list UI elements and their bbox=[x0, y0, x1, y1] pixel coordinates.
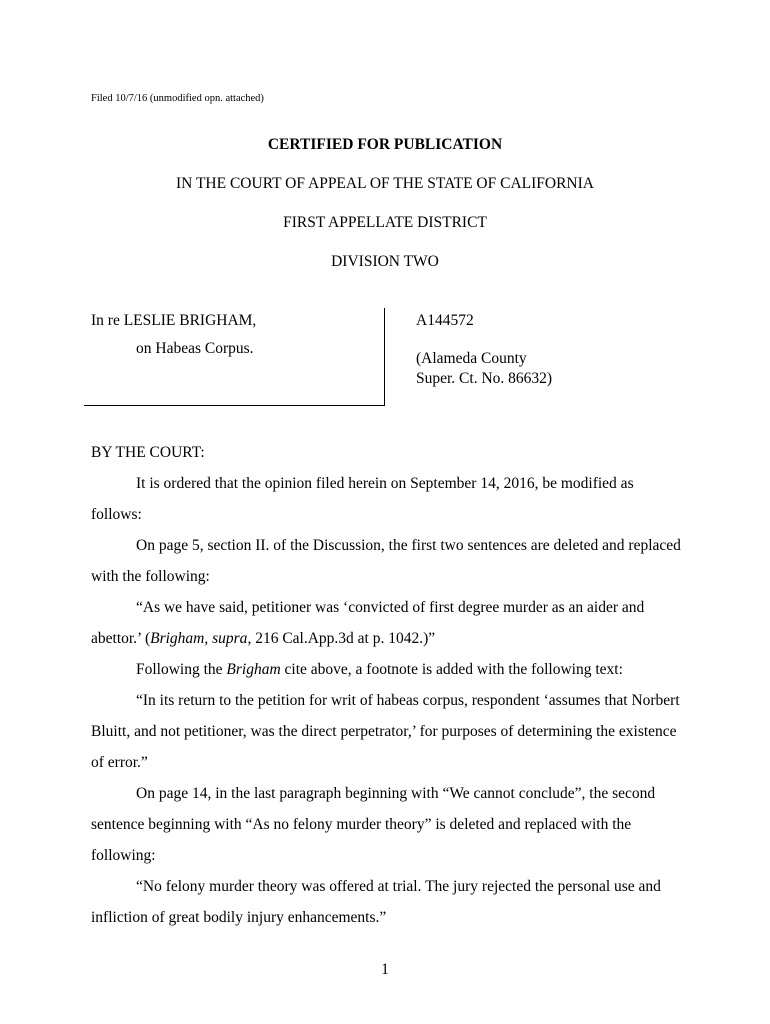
proceeding-type: on Habeas Corpus. bbox=[136, 340, 254, 357]
court-heading: IN THE COURT OF APPEAL OF THE STATE OF CALIFORNIA bbox=[176, 175, 594, 192]
paragraph-3: “As we have said, petitioner was ‘convicted of first degree murder as an aider and abettor.’ (Brigham, supra, 216 Cal.App.3d at p. 1042.)” bbox=[91, 599, 645, 647]
paragraph-2: On page 5, section II. of the Discussion, the first two sentences are deleted and replaced with the following: bbox=[91, 537, 681, 585]
filed-note: Filed 10/7/16 (unmodified opn. attached) bbox=[91, 93, 264, 104]
party-name: In re LESLIE BRIGHAM, bbox=[91, 312, 257, 329]
certified-heading: CERTIFIED FOR PUBLICATION bbox=[267, 136, 503, 153]
paragraph-4: Following the Brigham cite above, a footnote is added with the following text: bbox=[136, 661, 623, 678]
case-number: A144572 bbox=[416, 312, 474, 329]
order-body bbox=[91, 437, 686, 933]
paragraph-5: “In its return to the petition for writ of habeas corpus, respondent ‘assumes that Norbert Bluitt, and not petitioner, was the direct perpetrator,’ for purposes of determining the existence of error.” bbox=[91, 692, 680, 771]
county: (Alameda County bbox=[416, 350, 527, 367]
caption-divider-horizontal bbox=[84, 405, 385, 406]
case-caption-parties bbox=[91, 311, 256, 359]
caption-divider-vertical bbox=[384, 308, 385, 406]
division-heading: DIVISION TWO bbox=[331, 253, 439, 270]
paragraph-1: It is ordered that the opinion filed herein on September 14, 2016, be modified as follows: bbox=[91, 475, 634, 523]
superior-court-number: Super. Ct. No. 86632) bbox=[416, 370, 553, 387]
district-heading: FIRST APPELLATE DISTRICT bbox=[283, 214, 487, 231]
paragraph-6: On page 14, in the last paragraph beginning with “We cannot conclude”, the second sentence beginning with “As no felony murder theory” is deleted and replaced with the following: bbox=[91, 785, 656, 864]
paragraph-7: “No felony murder theory was offered at trial. The jury rejected the personal use and infliction of great bodily injury enhancements.” bbox=[91, 878, 661, 926]
by-the-court: BY THE COURT: bbox=[91, 444, 205, 461]
case-caption-numbers bbox=[416, 311, 552, 389]
page-number: 1 bbox=[381, 961, 389, 978]
